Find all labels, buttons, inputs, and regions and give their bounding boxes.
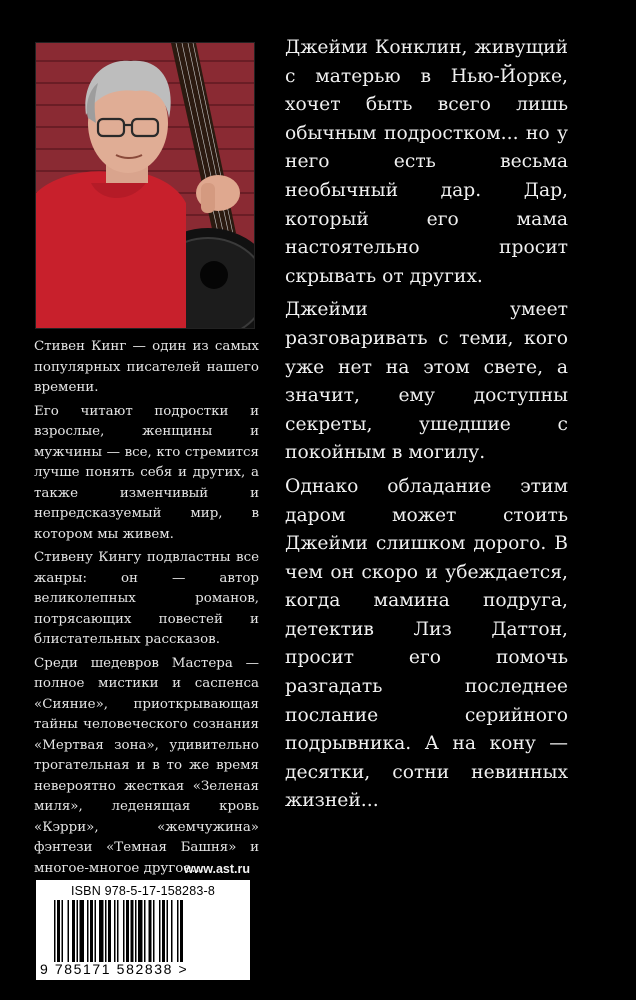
barcode-bar [153, 900, 155, 962]
barcode-bar [68, 900, 70, 962]
barcode-bar [123, 900, 125, 962]
barcode-bar [87, 900, 89, 962]
barcode-bar [90, 900, 93, 962]
barcode-bar [117, 900, 119, 962]
author-bio [34, 337, 259, 882]
barcode-bar [62, 900, 64, 962]
bio-paragraph: Стивену Кингу подвластны все жанры: он — автор великолепных романов, потрясающих повестей и блистательных рассказов. [34, 550, 259, 647]
barcode-bar [149, 900, 152, 962]
barcode-bar [171, 900, 173, 962]
barcode-digits: 9 785171 582838 > [40, 961, 189, 977]
barcode-bar [144, 900, 146, 962]
barcode-bar [159, 900, 161, 962]
barcode-bar [54, 900, 56, 962]
barcode-bar [126, 900, 129, 962]
barcode-bar [105, 900, 107, 962]
bio-paragraph: Среди шедевров Мастера — полное мистики и саспенса «Сияние», приоткрывающая тайны человеческого сознания «Мертвая зона», удивительно трогательная и в то же время невероятно жесткая «Зеленая миля», леденящая кровь «Кэрри», «жемчужина» фэнтези «Темная Башня» и многое-многое другое... [34, 655, 259, 876]
author-photo [35, 42, 255, 329]
barcode-bar [108, 900, 111, 962]
blurb-paragraph: Джейми умеет разговаривать с теми, кого уже нет на этом свете, а значит, ему доступны секреты, ушедшие с покойным в могилу. [285, 299, 568, 464]
barcode-bar [138, 900, 143, 962]
blurb-paragraph: Однако обладание этим даром может стоить Джейми слишком дорого. В чем он скоро и убеждается, когда мамина подруга, детектив Лиз Даттон, просит его помочь разгадать последнее послание серийного подрывника. А на кону — десятки, сотни невинных жизней... [285, 475, 568, 812]
barcode-bar [80, 900, 85, 962]
barcode-bar [162, 900, 165, 962]
blurb-paragraph: Джейми Конклин, живущий с матерью в Нью-Йорке, хочет быть всего лишь обычным подростком... но у него есть весьма необычный дар. Дар, который его мама настоятельно просит скрывать от других. [285, 37, 568, 287]
barcode-bar [95, 900, 97, 962]
bio-paragraph: Стивен Кинг — один из самых популярных писателей нашего времени. [34, 339, 259, 395]
barcode-bar [57, 900, 60, 962]
isbn-number: ISBN 978-5-17-158283-8 [70, 884, 216, 898]
publisher-website[interactable]: www.ast.ru [183, 862, 250, 876]
barcode-bar [114, 900, 116, 962]
barcode-bar [177, 900, 179, 962]
barcode-bar [72, 900, 75, 962]
bio-paragraph: Его читают подростки и взрослые, женщины и мужчины — все, кто стремится лучше понять себя и других, а также изменчивый и непредсказуемый мир, в котором мы живем. [34, 403, 259, 542]
barcode-bar [77, 900, 79, 962]
book-blurb [285, 34, 568, 821]
barcode-bars [54, 900, 232, 962]
isbn-barcode [36, 880, 250, 980]
barcode-bar [135, 900, 137, 962]
barcode-bar [180, 900, 183, 962]
barcode-bar [99, 900, 104, 962]
barcode-bar [167, 900, 169, 962]
barcode-bar [131, 900, 134, 962]
author-photo-image [36, 43, 254, 328]
